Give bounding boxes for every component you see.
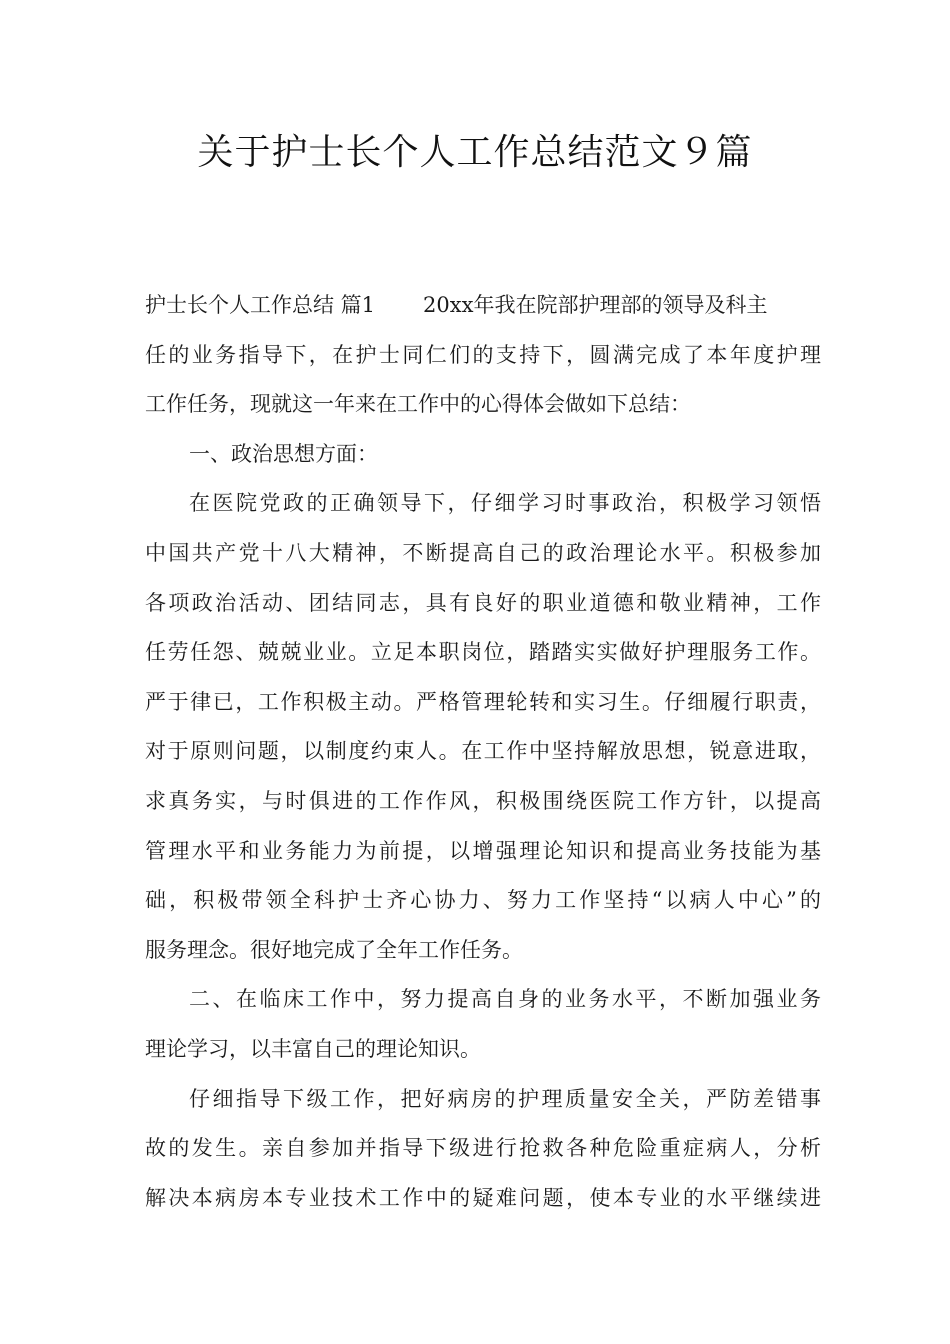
body-line: 任劳任怨、兢兢业业。立足本职岗位，踏踏实实做好护理服务工作。 — [145, 640, 821, 665]
document-body — [145, 281, 821, 1223]
body-line: 任的业务指导下，在护士同仁们的支持下，圆满完成了本年度护理 — [145, 342, 821, 367]
body-line: 解决本病房本专业技术工作中的疑难问题，使本专业的水平继续进 — [145, 1185, 821, 1210]
body-line-1-text: 20xx年我在院部护理部的领导及科主 — [423, 293, 768, 317]
body-line-1 — [145, 281, 821, 331]
body-line: 中国共产党十八大精神，不断提高自己的政治理论水平。积极参加 — [145, 540, 821, 565]
paragraph-start-line: 在医院党政的正确领导下，仔细学习时事政治，积极学习领悟 — [189, 491, 821, 516]
body-line: 理论学习，以丰富自己的理论知识。 — [145, 1036, 481, 1061]
section-heading: 二、在临床工作中，努力提高自身的业务水平，不断加强业务 — [189, 987, 821, 1012]
body-line: 求真务实，与时俱进的工作作风，积极围绕医院工作方针，以提高 — [145, 788, 821, 813]
body-line: 对于原则问题，以制度约束人。在工作中坚持解放思想，锐意进取， — [145, 739, 821, 764]
document-title: 关于护士长个人工作总结范文９篇 — [197, 132, 753, 173]
paragraph-start-line: 仔细指导下级工作，把好病房的护理质量安全关，严防差错事 — [189, 1086, 821, 1111]
body-line: 各项政治活动、团结同志，具有良好的职业道德和敬业精神，工作 — [145, 590, 821, 615]
body-line: 严于律已，工作积极主动。严格管理轮转和实习生。仔细履行职责， — [145, 689, 821, 714]
body-line: 服务理念。很好地完成了全年工作任务。 — [145, 937, 523, 962]
body-line: 工作任务，现就这一年来在工作中的心得体会做如下总结： — [145, 392, 691, 417]
section-label: 护士长个人工作总结 篇1 — [145, 293, 376, 317]
body-line: 故的发生。亲自参加并指导下级进行抢救各种危险重症病人，分析 — [145, 1136, 821, 1161]
body-line: 础，积极带领全科护士齐心协力、努力工作坚持“以病人中心”的 — [145, 888, 821, 913]
body-line: 管理水平和业务能力为前提，以增强理论知识和提高业务技能为基 — [145, 838, 821, 863]
section-heading: 一、政治思想方面： — [189, 441, 378, 466]
